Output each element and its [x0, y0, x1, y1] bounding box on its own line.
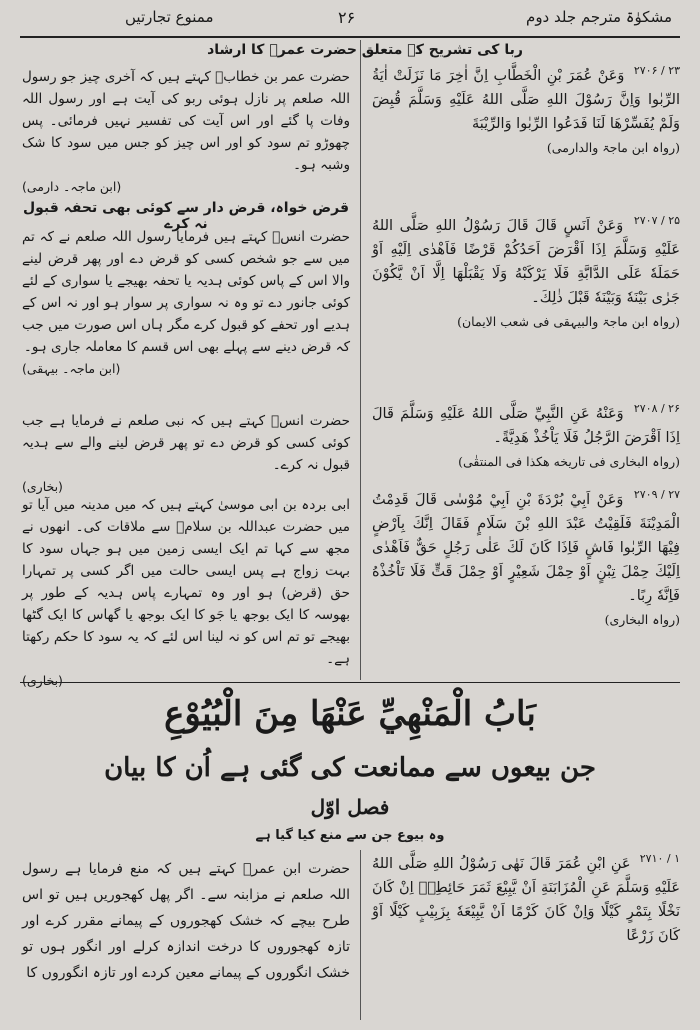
- hadith-arabic-text: وَعَنْ اَنَسٍ قَالَ قَالَ رَسُوْلُ اللهِ صَلَّى اللهُ عَلَيْهِ وَسَلَّمَ اِذَا اَقْرَضَ اَحَدُكُمْ قَرْضًا فَاَهْدٰى اِلَيْهِ اَوْ حَمَلَهٗ عَلَى الدَّابَّةِ فَلَا يَرْكَبْهُ وَلَا يَقْبَلْهَا اِلَّا اَنْ يَّكُوْنَ جَرٰى بَيْنَهٗ وَبَيْنَهٗ قَبْلَ ذٰلِكَ۔: [372, 218, 680, 306]
- hadith-source: (رواہ ابن ماجۃ والدارمی): [546, 140, 680, 155]
- hadith-number: ۲۷۰۷ / ۲۵: [633, 214, 681, 227]
- hadith-arabic: [372, 64, 680, 160]
- hadith-arabic-text: وَعَنْهُ عَنِ النَّبِيِّ صَلَّى اللهُ عَلَيْهِ وَسَلَّمَ قَالَ اِذَا اَقْرَضَ الرَّجُلُ فَلَا يَاْخُذْ هَدِيَّةً۔: [372, 406, 680, 446]
- translation-reference: (ابن ماجہ۔ دارمی): [22, 179, 122, 194]
- hadith-number: ۲۷۰۹ / ۲۷: [633, 488, 681, 501]
- hadith-number: ۲۷۰۶ / ۲۳: [633, 64, 681, 77]
- translation-text: ابی بردہ بن ابی موسیٰ کہتے ہیں کہ میں مدینہ میں آیا تو میں حضرت عبداللہ بن سلامؓ سے ملاقات کی۔ انھوں نے مجھ سے کہا تم ایک ایسی زمین میں ہو جہاں سود کا بہت زواج ہے پس ایسی حالت میں اگر کسی پر تمہارا حق (قرض) ہو اور وہ تمہارے پاس ہدیہ کے طور پر بھوسہ کا ایک بوجھ یا جَو کا ایک بوجھ یا گھاس کا ایک گٹھا بھیجے تو تم اس کو نہ لینا اس لئے کہ یہ سود کا حکم رکھتا ہے۔: [22, 497, 350, 667]
- translation-reference: (ابن ماجہ۔ بیہقی): [22, 361, 121, 376]
- translation-text: حضرت عمر بن خطابؓ کہتے ہیں کہ آخری چیز جو رسول اللہ صلعم پر نازل ہوئی ربو کی آیت ہے اور رسول اللہ وفات پا گئے اور اس آیت کی تفسیر نہیں فرمائی۔ پس چھوڑو تم سود کو اور اس چیز کو جس میں سود کا شک وشبہ ہو۔: [22, 69, 350, 173]
- hadith-translation: [22, 410, 350, 498]
- section-heading: قرض خواہ، قرض دار سے کوئی بھی تحفہ قبول نہ کرے: [22, 200, 350, 232]
- page-number: ۲۶: [338, 8, 356, 27]
- hadith-arabic-text: وَعَنْ اَبِيْ بُرْدَةَ بْنِ اَبِيْ مُوْسٰى قَالَ قَدِمْتُ الْمَدِيْنَةَ فَلَقِيْتُ عَبْدَ اللهِ بْنَ سَلَامٍ فَقَالَ اِنَّكَ بِاَرْضٍ فِيْهَا الرِّبٰوا فَاشٍ فَاِذَا كَانَ لَكَ عَلٰى رَجُلٍ حَقٌّ فَاَهْدٰى اِلَيْكَ حِمْلَ تِبْنٍ اَوْ حِمْلَ شَعِيْرٍ اَوْ حِمْلَ قَتٍّ فَلَا تَاْخُذْهُ فَاِنَّهٗ رِبًا۔: [372, 492, 680, 604]
- chapter-title-urdu: جن بیعوں سے ممانعت کی گئی ہے اُن کا بیان: [104, 753, 596, 783]
- translation-reference: (بخاری): [22, 479, 63, 494]
- translation-text: حضرت ابن عمرؓ کہتے ہیں کہ منع فرمایا ہے رسول اللہ صلعم نے مزابنہ سے۔ اگر پھل کھجوریں ہیں تو اس طرح بیچے کہ خشک کھجوروں کے پیمانے مقرر کرے اور تازہ کھجوروں کا درخت اندازہ کرلے اور انگور ہوں تو خشک انگوروں کے پیمانے معین کردے اور تازہ انگوروں کا: [22, 861, 350, 981]
- hadith-number: ۲۷۰۸ / ۲۶: [633, 402, 680, 415]
- hadith-source: (رواہ ابن ماجۃ والبیہقی فی شعب الایمان): [457, 314, 680, 329]
- hadith-source: (رواہ البخاری فی تاریخه هكذا فی المنتقٰی): [458, 454, 680, 469]
- hadith-translation: [22, 226, 350, 380]
- hadith-translation: [22, 66, 350, 198]
- section-heading: ربا کی تشریح کے متعلق حضرت عمرؓ کا ارشاد: [207, 42, 523, 58]
- hadith-arabic: [372, 488, 680, 632]
- column-divider: [360, 40, 361, 680]
- hadith-translation: [22, 856, 350, 986]
- fasl-heading: فصل اوّل: [310, 795, 390, 819]
- section-rule: [20, 682, 680, 683]
- hadith-arabic: [372, 402, 680, 474]
- column-divider: [360, 850, 361, 1020]
- hadith-translation: [22, 494, 350, 692]
- chapter-running-title: ممنوع تجارتیں: [125, 8, 214, 26]
- hadith-source: (رواہ البخاری): [604, 612, 680, 627]
- hadith-arabic: [372, 214, 680, 334]
- section-subheading: وہ بیوع جن سے منع کیا گیا ہے: [255, 828, 445, 843]
- translation-text: حضرت انسؓ کہتے ہیں فرمایا رسول اللہ صلعم نے کہ تم میں سے جو شخص کسی کو قرض دے اور پھر قرض لینے والا اس کے پاس کوئی ہدیہ یا تحفہ بھیجے یا سواری کے لئے کوئی جانور دے تو وہ نہ سواری پر سوار ہو اور نہ اس کے ہدیے اور تحفے کو قبول کرے مگر ہاں اس صورت میں جب کہ قرض دینے سے پہلے بھی اس قسم کا معاملہ جاری ہو۔: [22, 229, 350, 355]
- chapter-title-arabic: بَابُ الْمَنْهِيِّ عَنْهَا مِنَ الْبُيُوْعِ: [164, 694, 536, 734]
- header-rule: [20, 36, 680, 38]
- translation-reference: (بخاری): [22, 673, 63, 688]
- hadith-arabic-text: وَعَنْ عُمَرَ بْنِ الْخَطَّابِ اِنَّ اٰخِرَ مَا نَزَلَتْ اٰیَةُ الرِّبٰوا وَاِنَّ رَسُوْلَ اللهِ صَلَّى اللهُ عَلَيْهِ وَسَلَّمَ قُبِضَ وَلَمْ يُفَسِّرْهَا لَنَا فَدَعُوا الرِّبٰوا وَالرِّيْبَةَ: [372, 68, 680, 132]
- hadith-arabic: [372, 852, 680, 948]
- hadith-number: ۲۷۱۰ / ۱: [639, 852, 680, 865]
- page-header: [20, 6, 680, 34]
- book-title: مشکوٰۃ مترجم جلد دوم: [526, 8, 672, 26]
- hadith-arabic-text: عَنِ ابْنِ عُمَرَ قَالَ نَهٰى رَسُوْلُ اللهِ صَلَّى اللهُ عَلَيْهِ وَسَلَّمَ عَنِ الْمُزَابَنَةِ اَنْ يَّبِيْعَ ثَمَرَ حَائِطِهٖ اِنْ كَانَ نَخْلًا بِتَمْرٍ كَيْلًا وَاِنْ كَانَ كَرْمًا اَنْ يَّبِيْعَهٗ بِزَبِيْبٍ كَيْلًا اَوْ كَانَ زَرْعًا: [372, 856, 680, 944]
- translation-text: حضرت انسؓ کہتے ہیں کہ نبی صلعم نے فرمایا ہے جب کوئی کسی کو قرض دے تو پھر قرض لینے والے سے ہدیہ قبول نہ کرے۔: [22, 413, 350, 473]
